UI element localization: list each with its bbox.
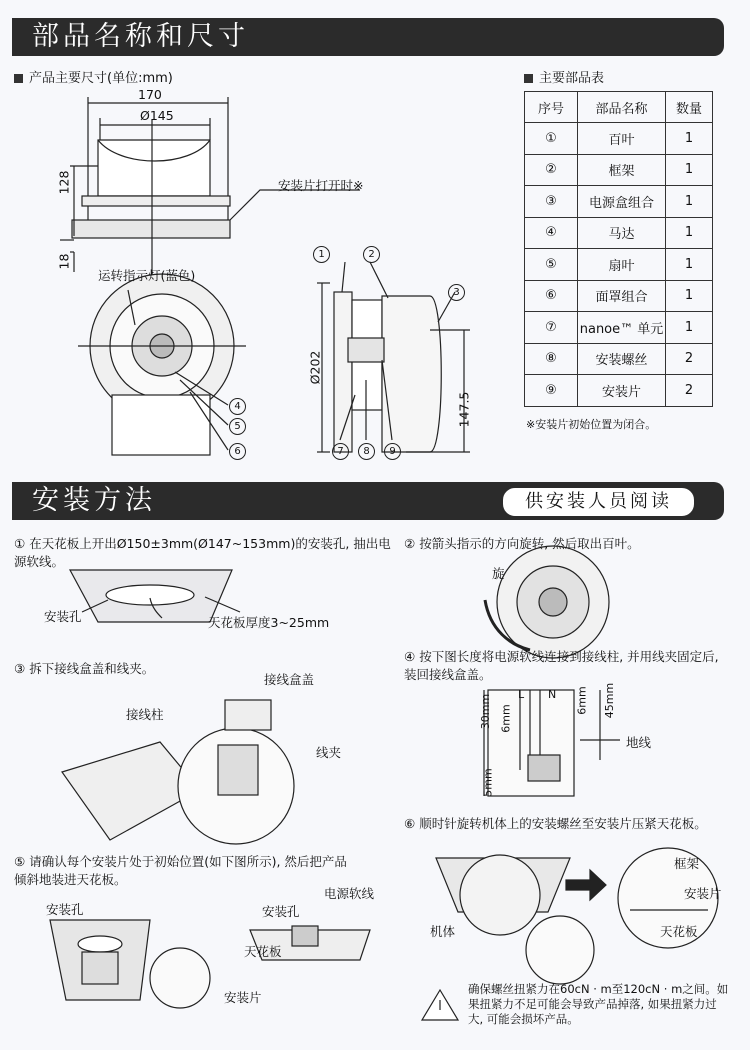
row-name: 百叶 [578, 123, 666, 155]
dim-128: 128 [56, 170, 72, 195]
part-number-7: 7 [332, 443, 349, 460]
row-no: ② [525, 154, 578, 186]
step-6: ⑥ 顺时针旋转机体上的安装螺丝至安装片压紧天花板。 [404, 816, 707, 831]
row-qty: 1 [666, 280, 713, 312]
section-title: 部品名称和尺寸 [32, 21, 249, 52]
dim-6mm-right: 6mm [575, 686, 589, 715]
step-3: ③ 拆下接线盒盖和线夹。 [14, 661, 155, 676]
dim-202: Ø202 [307, 350, 323, 385]
power-cord-label: 电源软线 [324, 886, 375, 901]
row-name: 扇叶 [578, 249, 666, 281]
part-number-6: 6 [229, 443, 246, 460]
dim-170: 170 [138, 87, 162, 102]
hole-label-right: 安装孔 [262, 904, 300, 919]
indicator-light-label: 运转指示灯(蓝色) [98, 268, 196, 283]
row-name: 框架 [578, 154, 666, 186]
terminal-label: 接线柱 [126, 707, 164, 722]
wire-N: N [548, 688, 557, 701]
section-title: 安装方法 [32, 485, 156, 516]
dim-18: 18 [56, 253, 72, 270]
ground-wire-label: 地线 [626, 735, 652, 750]
col-header-no: 序号 [525, 92, 578, 123]
part-number-4: 4 [229, 398, 246, 415]
wire-L: L [518, 688, 525, 701]
row-name: 安装片 [578, 375, 666, 407]
table-note: ※安装片初始位置为闭合。 [526, 418, 657, 431]
dim-45mm: 45mm [603, 682, 617, 719]
row-no: ⑧ [525, 343, 578, 375]
body-label: 机体 [430, 924, 456, 939]
row-no: ⑥ [525, 280, 578, 312]
row-qty: 1 [666, 186, 713, 218]
col-header-qty: 数量 [666, 92, 713, 123]
part-number-3: 3 [448, 284, 465, 301]
box-cover-label: 接线盒盖 [264, 672, 315, 687]
row-qty: 1 [666, 249, 713, 281]
row-no: ⑨ [525, 375, 578, 407]
row-name: 面罩组合 [578, 280, 666, 312]
row-no: ③ [525, 186, 578, 218]
step-5: ⑤ 请确认每个安装片处于初始位置(如下图所示), 然后把产品倾斜地装进天花板。 [14, 854, 347, 887]
step-1: ① 在天花板上开出Ø150±3mm(Ø147~153mm)的安装孔, 抽出电源软线。 [14, 536, 391, 569]
row-qty: 1 [666, 154, 713, 186]
rotate-label: 旋 [492, 566, 505, 581]
row-name: 电源盒组合 [578, 186, 666, 218]
dim-6mm-left: 6mm [499, 704, 513, 733]
dims-heading: 产品主要尺寸(单位:mm) [14, 67, 173, 86]
table-heading: 主要部品表 [524, 67, 604, 86]
row-no: ④ [525, 217, 578, 249]
part-number-1: 1 [313, 246, 330, 263]
part-number-8: 8 [358, 443, 375, 460]
dim-5mm: 5mm [481, 768, 495, 797]
row-qty: 1 [666, 217, 713, 249]
part-number-2: 2 [363, 246, 380, 263]
step-4: ④ 按下图长度将电源软线连接到接线柱, 并用线夹固定后, 装回接线盒盖。 [404, 649, 719, 682]
bracket-label: 安装片 [224, 990, 262, 1005]
bracket-open-label: 安装片打开时※ [278, 178, 364, 193]
col-header-name: 部品名称 [578, 92, 666, 123]
ceiling-thickness-label: 天花板厚度3~25mm [208, 615, 330, 630]
clamp-label: 线夹 [316, 745, 342, 760]
dim-30mm: 30mm [479, 693, 493, 730]
row-qty: 1 [666, 312, 713, 344]
hole-label-left: 安装孔 [46, 902, 84, 917]
dim-145: Ø145 [140, 108, 174, 123]
row-no: ⑦ [525, 312, 578, 344]
ceiling-label: 天花板 [244, 944, 282, 959]
installer-badge: 供安装人员阅读 [501, 486, 696, 518]
row-qty: 2 [666, 375, 713, 407]
torque-warning: 确保螺丝扭紧力在60cN · m至120cN · m之间。如果扭紧力不足可能会导致产品掉落, 如果扭紧力过大, 可能会损坏产品。 [468, 982, 729, 1026]
row-qty: 1 [666, 123, 713, 155]
ceiling-label-6: 天花板 [660, 924, 698, 939]
frame-label: 框架 [674, 856, 700, 871]
row-qty: 2 [666, 343, 713, 375]
row-no: ⑤ [525, 249, 578, 281]
step-2: ② 按箭头指示的方向旋转, 然后取出百叶。 [404, 536, 640, 551]
part-number-9: 9 [384, 443, 401, 460]
row-name: nanoe™ 单元 [578, 312, 666, 344]
hole-label: 安装孔 [44, 609, 82, 624]
row-no: ① [525, 123, 578, 155]
row-name: 马达 [578, 217, 666, 249]
bracket-label-6: 安装片 [684, 886, 722, 901]
dim-147: 147.5 [456, 391, 472, 428]
part-number-5: 5 [229, 418, 246, 435]
row-name: 安装螺丝 [578, 343, 666, 375]
